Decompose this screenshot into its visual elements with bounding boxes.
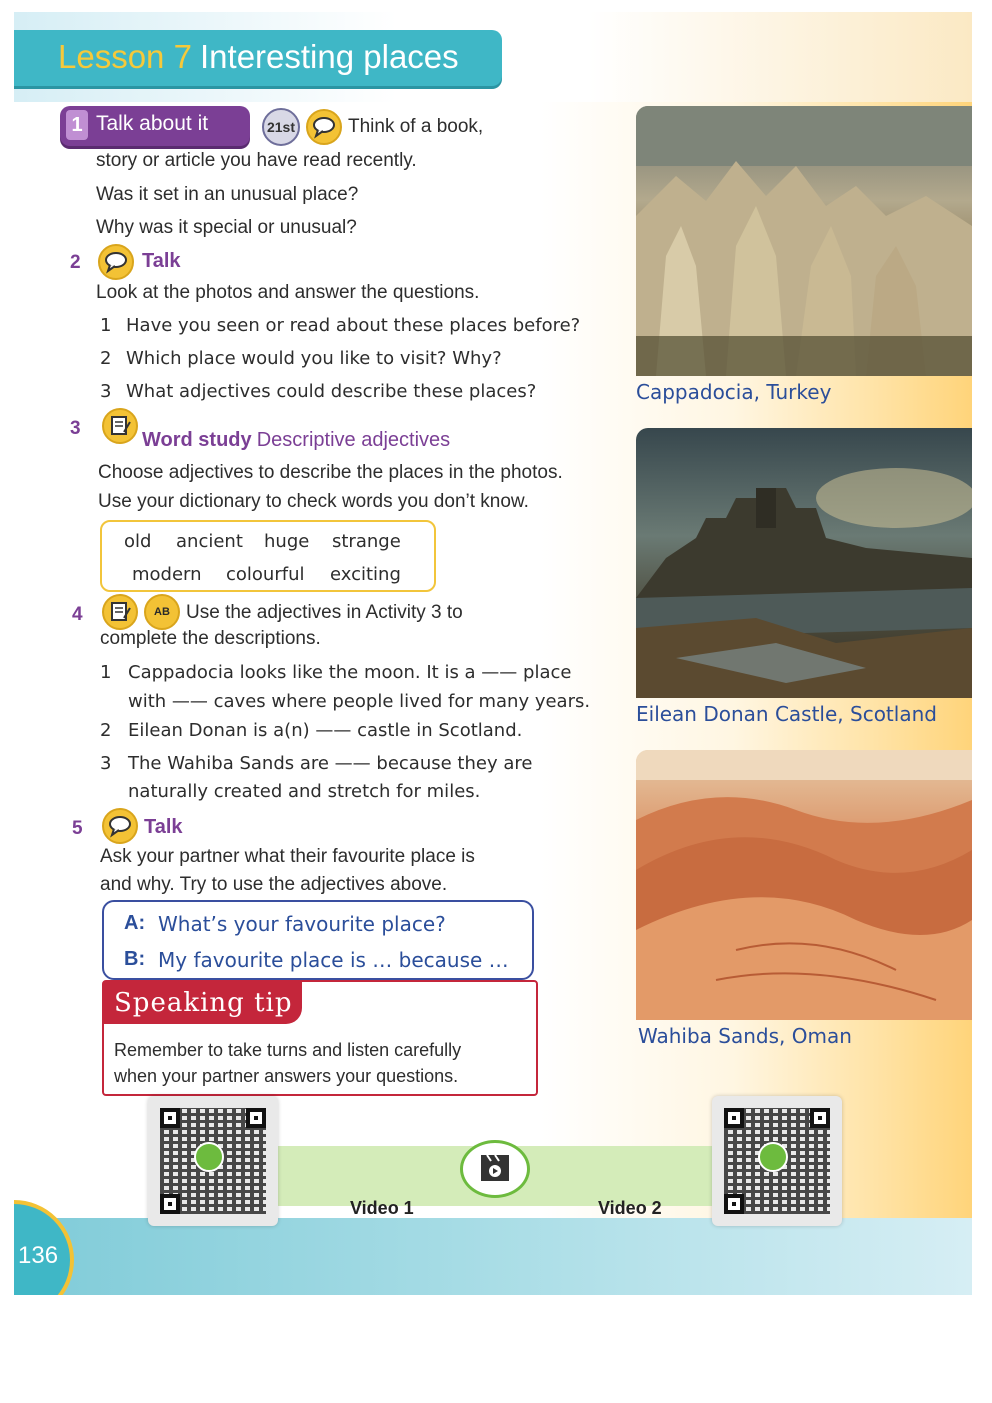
speech-bubble-icon [306, 109, 342, 145]
item-number: 2 [100, 720, 112, 741]
lesson-banner [14, 30, 502, 86]
question-text: Have you seen or read about these places before? [126, 315, 581, 336]
question-number: 1 [100, 315, 112, 336]
activity-1-label: Talk about it [96, 112, 209, 135]
activity-1-line-1: Think of a book, [348, 116, 484, 137]
question-text: What adjectives could describe these places? [126, 381, 537, 402]
activity-2-label: Talk [142, 250, 181, 272]
video-1-label[interactable]: Video 1 [350, 1198, 414, 1218]
activity-1-tag [60, 106, 250, 146]
word-colourful: colourful [226, 564, 305, 585]
lesson-number: Lesson 7 [58, 38, 192, 75]
activity-5-number: 5 [72, 818, 83, 839]
activity-book-icon: AB [144, 594, 180, 630]
page-number: 136 [18, 1242, 59, 1269]
activity-3-line-1: Choose adjectives to describe the places in the photos. [98, 462, 563, 483]
21st-century-badge-icon: 21st [262, 108, 300, 146]
video-2-qr-code[interactable] [712, 1096, 842, 1226]
bottom-band [14, 1218, 972, 1295]
activity-4-line-2: complete the descriptions. [100, 628, 321, 649]
clapperboard-icon[interactable] [460, 1140, 530, 1198]
castle-illustration [636, 428, 972, 698]
qr-corner [160, 1108, 180, 1128]
play-icon [194, 1142, 224, 1172]
lesson-title: Interesting places [200, 38, 459, 75]
item-line-1: The Wahiba Sands are —— because they are [128, 753, 533, 774]
photo-caption: Wahiba Sands, Oman [638, 1024, 852, 1048]
notebook-icon [102, 594, 138, 630]
activity-3-sublabel: Descriptive adjectives [256, 429, 451, 451]
qr-corner [724, 1108, 744, 1128]
eilean-donan-photo [636, 428, 972, 698]
word-old: old [124, 531, 152, 552]
activity-2-instruction: Look at the photos and answer the questions. [96, 282, 480, 303]
word-exciting: exciting [330, 564, 401, 585]
tip-line-2: when your partner answers your questions. [114, 1066, 459, 1086]
speaking-tip-box [102, 980, 538, 1096]
activity-1-line-4: Why was it special or unusual? [96, 217, 357, 238]
word-modern: modern [132, 564, 202, 585]
photo-caption: Eilean Donan Castle, Scotland [636, 702, 937, 726]
notebook-icon [102, 408, 138, 444]
video-1-qr-code[interactable] [148, 1096, 278, 1226]
speaker-b: B: [124, 948, 146, 970]
speech-bubble-icon [98, 244, 134, 280]
question-number: 3 [100, 381, 112, 402]
activity-3-line-2: Use your dictionary to check words you don’t know. [98, 491, 529, 512]
speaking-tip-title: Speaking tip [114, 988, 293, 1018]
speech-bubble-icon [102, 808, 138, 844]
activity-3-label: Word study [142, 429, 252, 451]
wahiba-sands-photo [636, 750, 972, 1020]
activity-1-line-3: Was it set in an unusual place? [96, 184, 359, 205]
activity-5-line-2: and why. Try to use the adjectives above. [100, 874, 448, 895]
activity-3-heading [142, 429, 450, 452]
activity-2-number: 2 [70, 252, 81, 273]
activity-1-number: 1 [66, 110, 88, 140]
qr-corner [246, 1108, 266, 1128]
item-line-1: Cappadocia looks like the moon. It is a —— place [128, 662, 572, 683]
dialog-box [102, 900, 534, 980]
activity-5-line-1: Ask your partner what their favourite place is [100, 846, 475, 867]
speaker-a-text: What’s your favourite place? [158, 912, 446, 936]
speaking-tip-header [104, 982, 302, 1024]
activity-4-line-1: Use the adjectives in Activity 3 to [186, 602, 463, 623]
textbook-page [14, 12, 972, 1295]
item-line-2: with —— caves where people lived for many years. [128, 691, 591, 712]
word-strange: strange [332, 531, 401, 552]
activity-5-label: Talk [144, 816, 183, 838]
cappadocia-photo [636, 106, 972, 376]
page-number-badge [14, 1200, 74, 1295]
video-2-label[interactable]: Video 2 [598, 1198, 662, 1218]
item-number: 3 [100, 753, 112, 774]
word-ancient: ancient [176, 531, 243, 552]
speaker-a: A: [124, 912, 146, 934]
activity-4-number: 4 [72, 604, 83, 625]
word-huge: huge [264, 531, 310, 552]
qr-corner [810, 1108, 830, 1128]
question-text: Which place would you like to visit? Why? [126, 348, 502, 369]
question-number: 2 [100, 348, 112, 369]
desert-illustration [636, 750, 972, 1020]
speaker-b-text: My favourite place is … because … [158, 948, 509, 972]
qr-corner [724, 1194, 744, 1214]
activity-3-number: 3 [70, 418, 81, 439]
qr-corner [160, 1194, 180, 1214]
cappadocia-illustration [636, 106, 972, 376]
item-number: 1 [100, 662, 112, 683]
item-line-2: naturally created and stretch for miles. [128, 781, 481, 802]
word-box [100, 520, 436, 592]
item-line-1: Eilean Donan is a(n) —— castle in Scotland. [128, 720, 523, 741]
tip-line-1: Remember to take turns and listen carefully [114, 1040, 462, 1060]
activity-1-line-2: story or article you have read recently. [96, 150, 417, 171]
play-icon [758, 1142, 788, 1172]
photo-caption: Cappadocia, Turkey [636, 380, 832, 404]
